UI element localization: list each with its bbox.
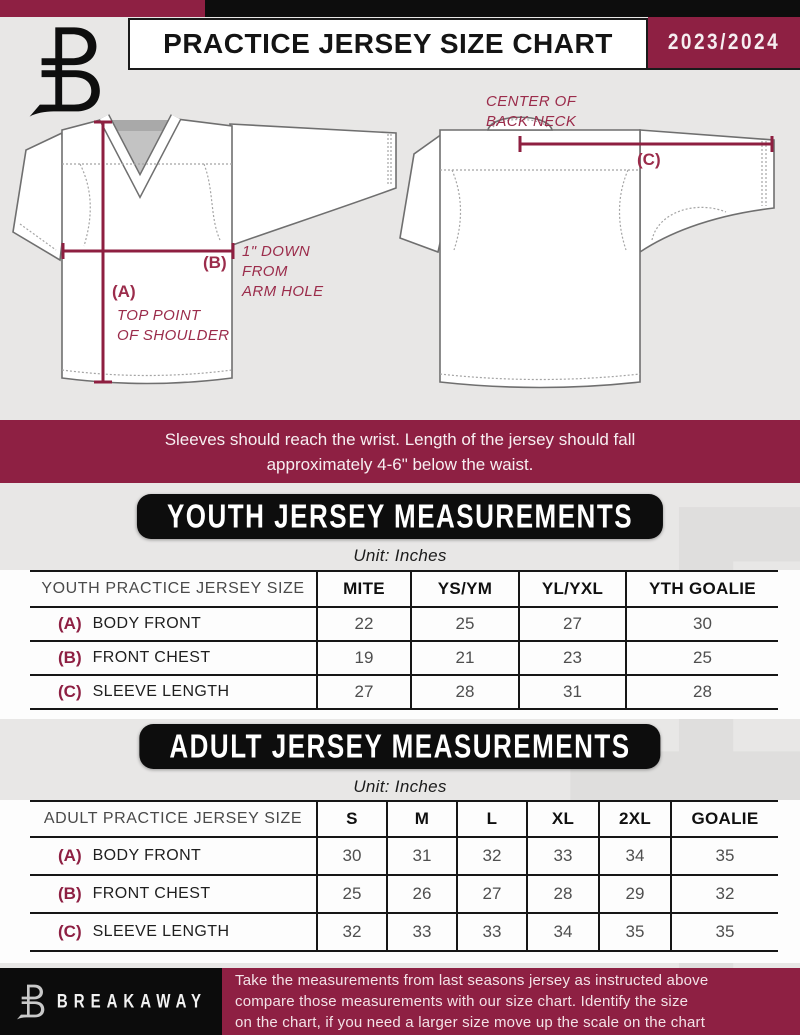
table-cell: 27 xyxy=(316,676,410,708)
measure-label: BODY FRONT xyxy=(92,615,202,632)
note-line: ARM HOLE xyxy=(242,283,324,300)
measure-key: (A) xyxy=(58,846,82,865)
table-cell: 23 xyxy=(518,642,625,674)
table-cell: 35 xyxy=(598,914,670,950)
youth-section-title-pill xyxy=(137,494,663,539)
column-header: YL/YXL xyxy=(518,572,625,606)
column-header: ADULT PRACTICE JERSEY SIZE xyxy=(43,810,303,827)
table-cell: 32 xyxy=(670,876,778,912)
column-header: XL xyxy=(526,802,598,836)
table-cell: 28 xyxy=(625,676,778,708)
breakaway-b-logo-footer xyxy=(15,983,45,1021)
footer-brand-block xyxy=(0,968,222,1035)
table-cell: 31 xyxy=(518,676,625,708)
column-header: M xyxy=(386,802,456,836)
table-row xyxy=(30,838,778,876)
season-label: 2023/2024 xyxy=(667,29,781,54)
note-line: TOP POINT xyxy=(117,307,201,324)
column-header: GOALIE xyxy=(670,802,778,836)
table-cell: 27 xyxy=(518,608,625,640)
measure-label: BODY FRONT xyxy=(92,847,202,864)
measure-key: (C) xyxy=(58,682,82,701)
note-line: BACK NECK xyxy=(486,113,577,130)
table-cell: 28 xyxy=(410,676,518,708)
adult-table-header-row xyxy=(30,802,778,838)
table-cell: 33 xyxy=(386,914,456,950)
column-header: MITE xyxy=(316,572,410,606)
table-cell: 30 xyxy=(316,838,386,874)
measure-label: SLEEVE LENGTH xyxy=(92,923,230,940)
measure-label: SLEEVE LENGTH xyxy=(92,683,230,700)
table-row xyxy=(30,676,778,710)
page-title-box xyxy=(128,18,648,70)
youth-section-title: YOUTH JERSEY MEASUREMENTS xyxy=(166,496,634,536)
column-header: YTH GOALIE xyxy=(625,572,778,606)
adult-section-title-pill xyxy=(139,724,660,769)
table-cell: 29 xyxy=(598,876,670,912)
youth-table-header-row xyxy=(30,572,778,608)
row-label-cell xyxy=(30,676,316,708)
table-cell: 32 xyxy=(456,838,526,874)
footer-brand-name: BREAKAWAY xyxy=(56,990,208,1013)
table-row xyxy=(30,876,778,914)
table-cell: 26 xyxy=(386,876,456,912)
table-cell: 19 xyxy=(316,642,410,674)
table-cell: 25 xyxy=(316,876,386,912)
note-line: CENTER OF xyxy=(486,93,577,110)
note-line: OF SHOULDER xyxy=(117,327,230,344)
label-a: (A) xyxy=(112,282,136,301)
youth-unit-label: Unit: Inches xyxy=(353,546,447,565)
footer-note-line: compare those measurements with our size chart. Identify the size xyxy=(235,993,689,1010)
table-cell: 34 xyxy=(526,914,598,950)
page-title: PRACTICE JERSEY SIZE CHART xyxy=(163,28,613,59)
header-underline xyxy=(648,68,800,70)
table-row xyxy=(30,642,778,676)
table-cell: 28 xyxy=(526,876,598,912)
row-label-cell xyxy=(30,608,316,640)
top-strip-black xyxy=(205,0,800,17)
table-cell: 33 xyxy=(526,838,598,874)
table-cell: 35 xyxy=(670,914,778,950)
table-cell: 34 xyxy=(598,838,670,874)
footer-instructions-block xyxy=(222,968,800,1035)
fit-note-text: Sleeves should reach the wrist. Length of the jersey should fall approximately 4-6" below the waist. xyxy=(164,429,636,474)
back-jersey-drawing xyxy=(400,117,774,387)
table-cell: 35 xyxy=(670,838,778,874)
top-strip-maroon xyxy=(0,0,205,17)
note-line: FROM xyxy=(242,263,288,280)
adult-unit-label: Unit: Inches xyxy=(353,777,447,796)
table-row xyxy=(30,914,778,952)
label-c: (C) xyxy=(637,150,661,169)
measure-label: FRONT CHEST xyxy=(92,649,211,666)
table-cell: 33 xyxy=(456,914,526,950)
adult-section-title: ADULT JERSEY MEASUREMENTS xyxy=(169,726,631,766)
column-header: 2XL xyxy=(598,802,670,836)
footer-note-line: on the chart, if you need a larger size move up the scale on the chart xyxy=(235,1014,706,1031)
row-label-cell xyxy=(30,876,316,912)
column-header: L xyxy=(456,802,526,836)
note-top-point-of-shoulder xyxy=(117,306,229,346)
measure-key: (A) xyxy=(58,614,82,633)
table-cell: 21 xyxy=(410,642,518,674)
note-line: 1" DOWN xyxy=(242,243,311,260)
jersey-diagrams xyxy=(0,100,800,415)
adult-size-table xyxy=(30,800,778,952)
table-cell: 31 xyxy=(386,838,456,874)
table-row xyxy=(30,608,778,642)
table-cell: 30 xyxy=(625,608,778,640)
table-cell: 25 xyxy=(625,642,778,674)
table-cell: 32 xyxy=(316,914,386,950)
fit-note-banner xyxy=(0,420,800,483)
row-label-cell xyxy=(30,642,316,674)
label-b: (B) xyxy=(203,253,227,272)
column-header: YS/YM xyxy=(410,572,518,606)
note-center-of-back-neck xyxy=(486,92,576,132)
column-header: YOUTH PRACTICE JERSEY SIZE xyxy=(41,580,305,597)
column-header: S xyxy=(316,802,386,836)
row-label-cell xyxy=(30,914,316,950)
table-cell: 22 xyxy=(316,608,410,640)
note-down-from-arm-hole xyxy=(242,242,324,302)
measure-key: (C) xyxy=(58,922,82,941)
measure-key: (B) xyxy=(58,884,82,903)
season-box xyxy=(648,17,800,68)
footer-note-line: Take the measurements from last seasons jersey as instructed above xyxy=(235,972,709,989)
measure-label: FRONT CHEST xyxy=(92,885,211,902)
youth-size-table xyxy=(30,570,778,710)
table-cell: 25 xyxy=(410,608,518,640)
table-cell: 27 xyxy=(456,876,526,912)
measure-key: (B) xyxy=(58,648,82,667)
row-label-cell xyxy=(30,838,316,874)
